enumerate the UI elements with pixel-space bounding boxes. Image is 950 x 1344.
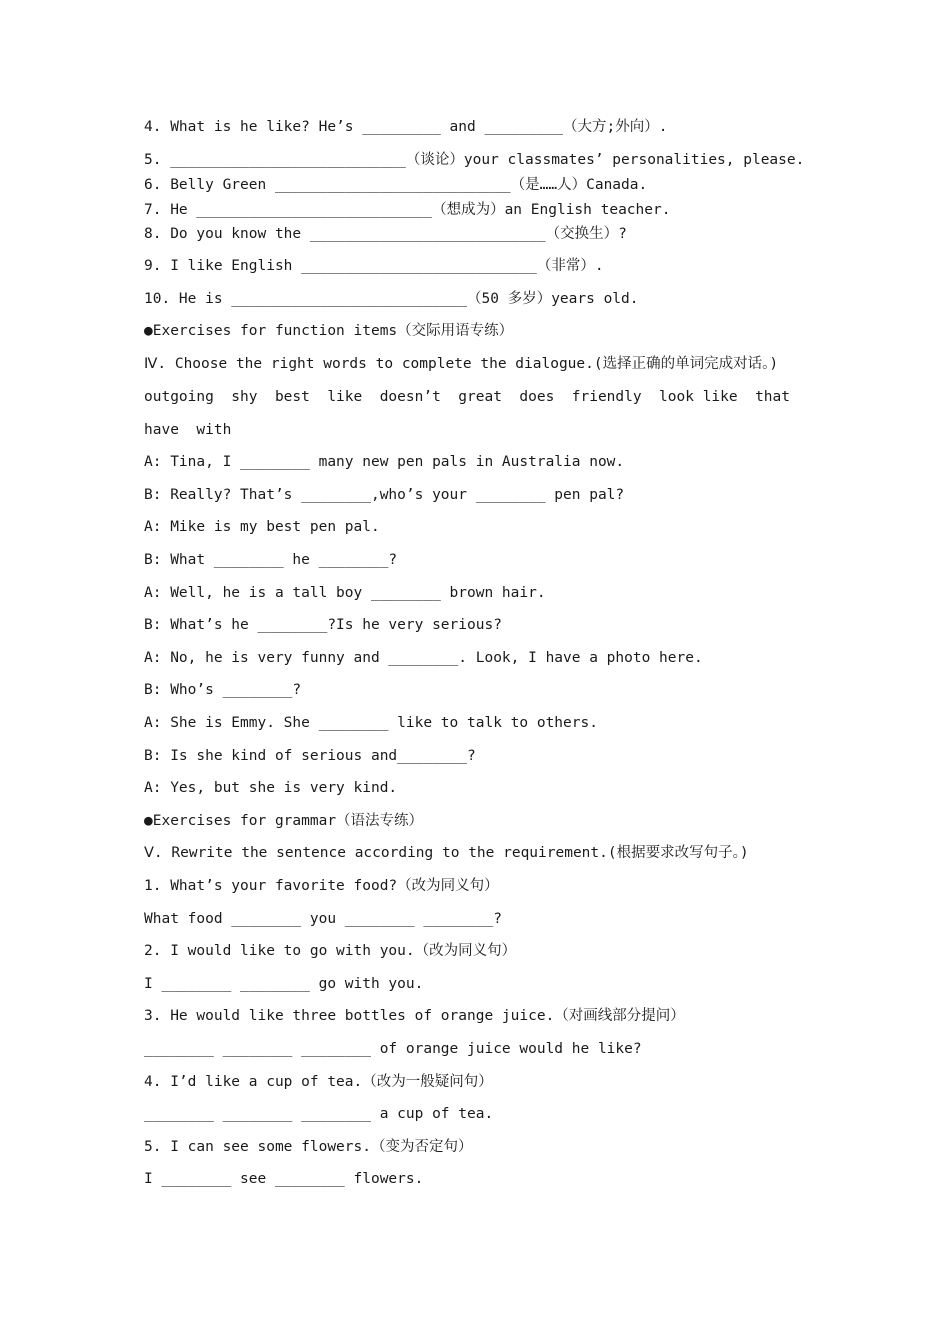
dialogue-line: A: No, he is very funny and ________. Look, I have a photo here. [144, 650, 703, 666]
q5-line: 5. ___________________________（谈论）your classmates’ personalities, please. [144, 152, 805, 168]
rewrite-q5: 5. I can see some flowers.（变为否定句） [144, 1139, 473, 1155]
dialogue-line: B: Really? That’s ________,who’s your ________ pen pal? [144, 487, 625, 503]
word-bank-line-2: have with [144, 422, 232, 438]
section-grammar: ●Exercises for grammar（语法专练） [144, 813, 424, 829]
word-bank-line-1: outgoing shy best like doesn’t great does friendly look like that [144, 389, 791, 405]
dialogue-line: B: Who’s ________? [144, 682, 302, 698]
section-function-items: ●Exercises for function items（交际用语专练） [144, 323, 514, 339]
q9-line: 9. I like English ___________________________（非常）. [144, 258, 604, 274]
dialogue-line: B: What’s he ________?Is he very serious? [144, 617, 502, 633]
q4-line: 4. What is he like? He’s _________ and _________（大方;外向）. [144, 119, 668, 135]
rewrite-q1: 1. What’s your favorite food?（改为同义句） [144, 878, 499, 894]
dialogue-line: A: Well, he is a tall boy ________ brown hair. [144, 585, 546, 601]
dialogue-line: A: She is Emmy. She ________ like to talk to others. [144, 715, 598, 731]
q10-line: 10. He is ___________________________（50 多岁）years old. [144, 291, 639, 307]
rewrite-a2: I ________ ________ go with you. [144, 976, 424, 992]
rewrite-a1: What food ________ you ________ ________? [144, 911, 502, 927]
dialogue-line: A: Mike is my best pen pal. [144, 519, 380, 535]
section-iv-title: Ⅳ. Choose the right words to complete the dialogue.(选择正确的单词完成对话。) [144, 356, 779, 372]
dialogue-line: A: Tina, I ________ many new pen pals in Australia now. [144, 454, 625, 470]
q6-line: 6. Belly Green ___________________________（是……人）Canada. [144, 177, 648, 193]
rewrite-a5: I ________ see ________ flowers. [144, 1171, 424, 1187]
rewrite-q4: 4. I’d like a cup of tea.（改为一般疑问句） [144, 1074, 493, 1090]
dialogue-line: A: Yes, but she is very kind. [144, 780, 398, 796]
rewrite-q2: 2. I would like to go with you.（改为同义句） [144, 943, 517, 959]
q7-line: 7. He ___________________________（想成为）an English teacher. [144, 202, 671, 218]
dialogue-line: B: What ________ he ________? [144, 552, 398, 568]
rewrite-a4: ________ ________ ________ a cup of tea. [144, 1106, 494, 1122]
rewrite-q3: 3. He would like three bottles of orange juice.（对画线部分提问） [144, 1008, 685, 1024]
dialogue-line: B: Is she kind of serious and________? [144, 748, 476, 764]
section-v-title: Ⅴ. Rewrite the sentence according to the requirement.(根据要求改写句子。) [144, 845, 749, 861]
q8-line: 8. Do you know the ___________________________（交换生）? [144, 226, 627, 242]
rewrite-a3: ________ ________ ________ of orange juice would he like? [144, 1041, 642, 1057]
